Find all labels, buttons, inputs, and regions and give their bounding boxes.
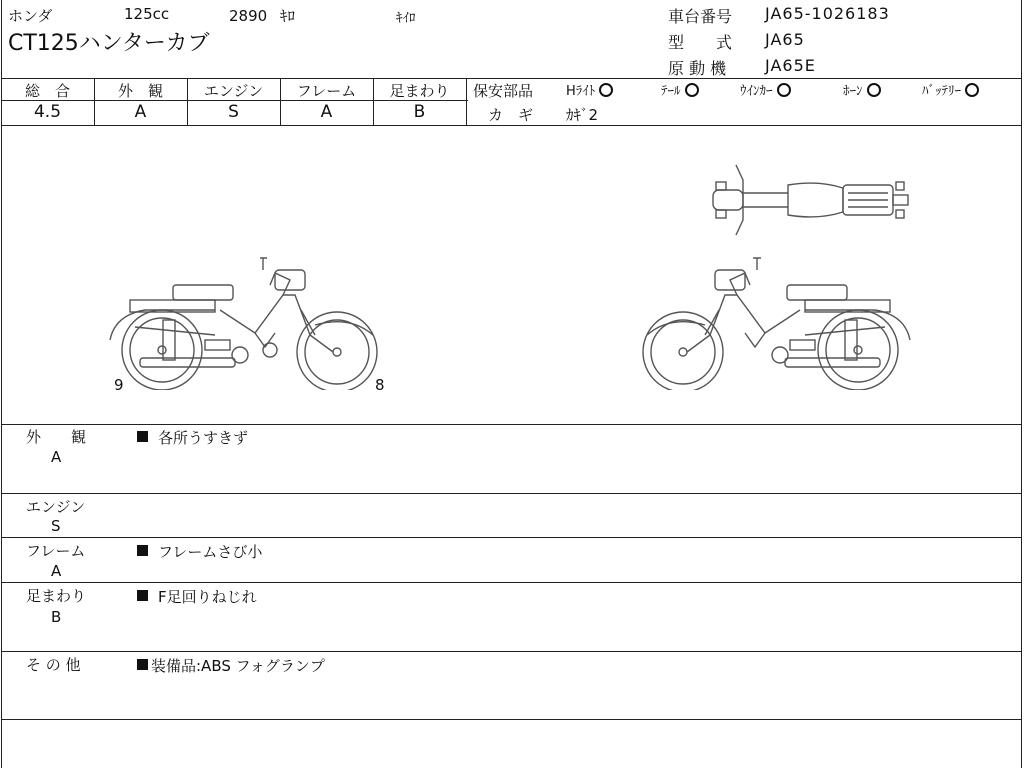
divider	[1, 719, 1022, 720]
note-text-other	[137, 655, 325, 676]
ok-circle-icon	[599, 83, 613, 97]
safety-parts-label: 保安部品	[473, 82, 534, 100]
grade-header-exterior: 外 観	[117, 82, 163, 100]
engine-model-value: JA65E	[765, 56, 816, 75]
divider	[1, 78, 1022, 79]
safety-item-tail	[661, 80, 699, 99]
divider	[1, 493, 1022, 494]
mileage-unit: ｷﾛ	[279, 7, 295, 25]
grade-value-suspension: B	[413, 102, 426, 122]
note-text-exterior	[137, 427, 248, 448]
note-grade-frame: A	[51, 562, 62, 580]
grade-value-overall: 4.5	[33, 102, 62, 122]
maker: ホンダ	[8, 7, 53, 25]
bike-right-side-diagram	[640, 255, 915, 390]
safety-item-battery	[922, 80, 979, 99]
safety-item-name: ﾊﾞｯﾃﾘｰ	[922, 84, 961, 99]
bike-top-view-diagram	[708, 160, 918, 240]
note-label-exterior: 外 観	[26, 428, 87, 446]
grade-value-engine: S	[228, 102, 239, 122]
safety-item-winker	[740, 80, 791, 99]
note-text-frame	[137, 541, 262, 562]
divider	[1, 537, 1022, 538]
divider	[466, 78, 467, 125]
bullet-square-icon	[137, 545, 148, 556]
grade-header-overall: 総 合	[24, 82, 70, 100]
note-text: フレームさび小	[158, 543, 263, 561]
type-value: JA65	[765, 30, 805, 49]
grade-value-frame: A	[320, 102, 333, 122]
mileage	[229, 5, 295, 26]
note-text: 装備品:ABS フォグランプ	[151, 657, 325, 675]
safety-item-horn	[843, 80, 881, 99]
divider	[1, 582, 1022, 583]
note-text-suspension	[137, 586, 257, 607]
grade-header-engine: エンジン	[203, 82, 264, 100]
ok-circle-icon	[777, 83, 791, 97]
key-label: カ ギ	[488, 106, 534, 124]
unit-type: ｷｲﾛ	[396, 11, 416, 26]
ok-circle-icon	[867, 83, 881, 97]
bullet-square-icon	[137, 590, 148, 601]
note-label-suspension: 足まわり	[26, 587, 87, 605]
bullet-square-icon	[137, 431, 148, 442]
safety-item-name: ｳｲﾝｶｰ	[740, 84, 773, 99]
note-text: F足回りねじれ	[158, 588, 257, 606]
note-grade-exterior: A	[51, 448, 62, 466]
model-name: CT125ハンターカブ	[8, 31, 210, 56]
divider	[1, 125, 1022, 126]
divider	[1, 424, 1022, 425]
mileage-value: 2890	[229, 7, 268, 25]
bike-left-side-diagram	[105, 255, 385, 390]
type-label: 型 式	[668, 33, 733, 52]
chassis-number-label: 車台番号	[668, 7, 733, 26]
divider	[1, 651, 1022, 652]
bullet-square-icon	[137, 659, 148, 670]
note-label-other: そ の 他	[26, 656, 81, 674]
engine-model-label: 原 動 機	[668, 59, 727, 78]
grade-value-exterior: A	[134, 102, 147, 122]
note-label-engine: エンジン	[26, 498, 86, 516]
chassis-number-value: JA65-1026183	[765, 4, 890, 23]
safety-item-name: Hﾗｲﾄ	[566, 84, 596, 99]
grade-header-suspension: 足まわり	[389, 82, 450, 100]
displacement: 125cc	[124, 5, 170, 23]
damage-marker-right: 8	[375, 376, 385, 394]
note-grade-suspension: B	[51, 608, 62, 626]
note-label-frame: フレーム	[26, 542, 86, 560]
note-grade-engine: S	[51, 517, 61, 535]
key-value: ｶｷﾞ2	[566, 106, 599, 124]
safety-item-name: ﾃｰﾙ	[661, 84, 681, 99]
grade-header-frame: フレーム	[296, 82, 357, 100]
ok-circle-icon	[685, 83, 699, 97]
ok-circle-icon	[965, 83, 979, 97]
damage-marker-left: 9	[114, 376, 124, 394]
safety-item-headlight	[566, 80, 613, 99]
safety-item-name: ﾎｰﾝ	[843, 84, 863, 99]
note-text: 各所うすきず	[158, 429, 249, 447]
